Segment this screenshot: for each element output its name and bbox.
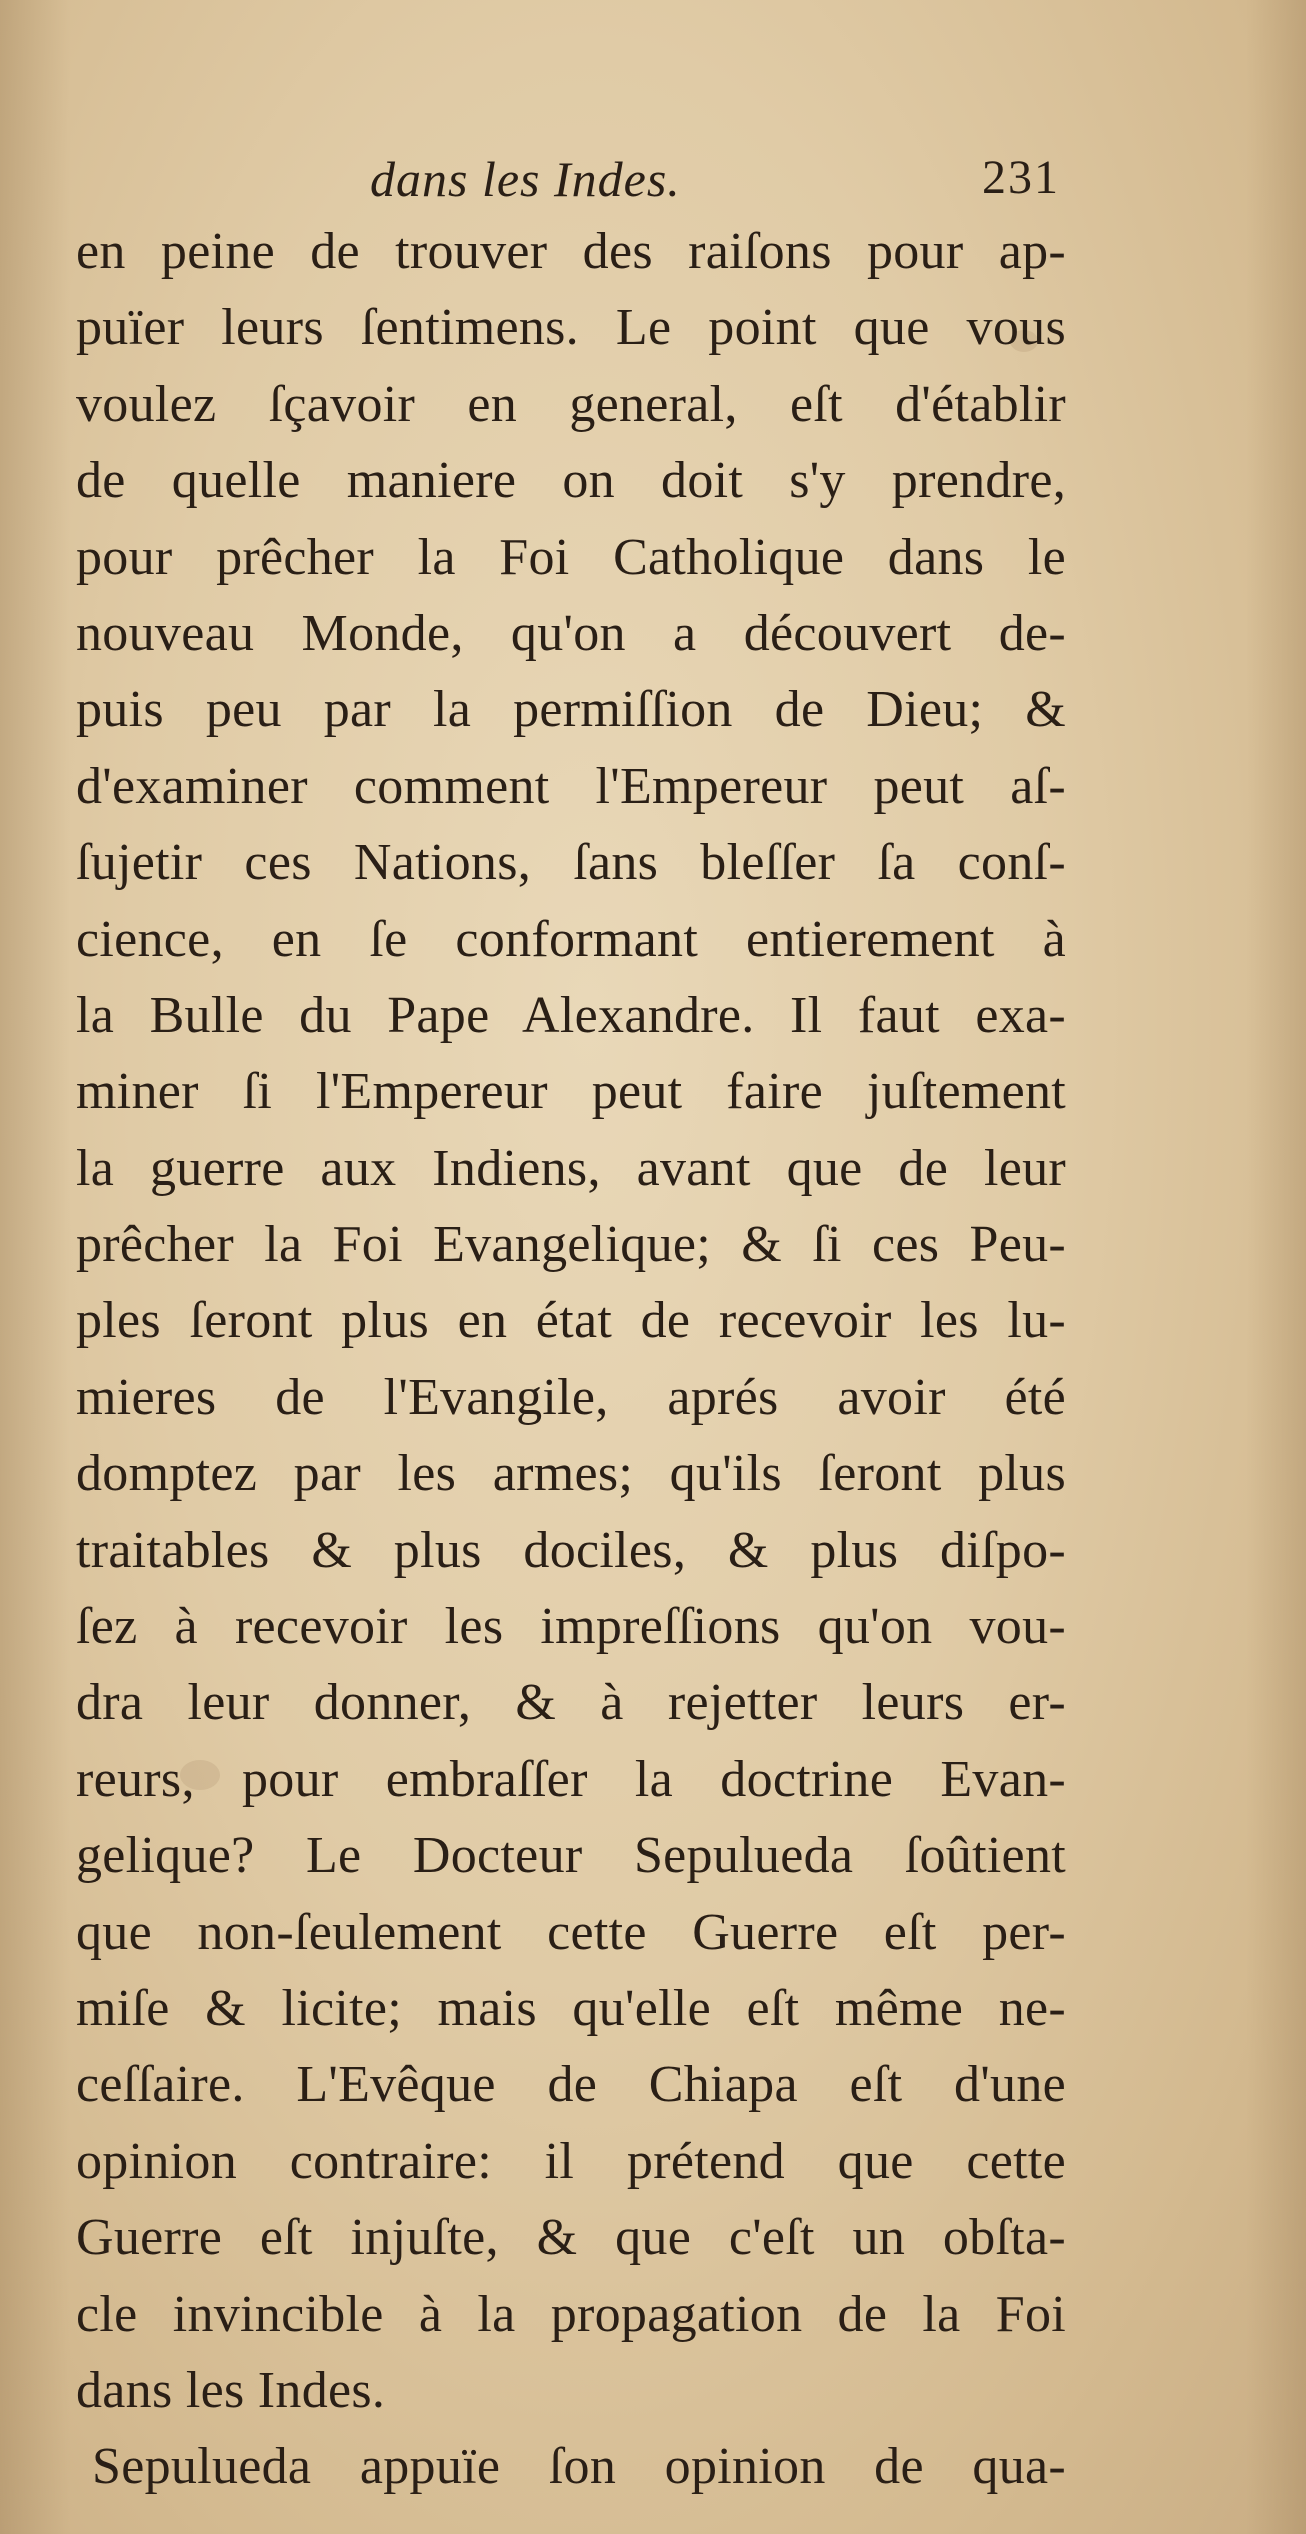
text-line: puïer leurs ſentimens. Le point que vous	[76, 299, 1066, 357]
text-line: d'examiner comment l'Empereur peut aſ-	[76, 757, 1066, 815]
text-line: miſe & licite; mais qu'elle eſt même ne-	[76, 1979, 1066, 2037]
text-line: traitables & plus dociles, & plus diſpo-	[76, 1521, 1066, 1579]
text-line: la guerre aux Indiens, avant que de leur	[76, 1139, 1066, 1197]
text-line: gelique? Le Docteur Sepulueda ſoûtient	[76, 1827, 1066, 1885]
text-line: prêcher la Foi Evangelique; & ſi ces Peu-	[76, 1216, 1066, 1274]
text-line: dans les Indes.	[76, 2361, 386, 2419]
text-line: reurs, pour embraſſer la doctrine Evan-	[76, 1750, 1066, 1808]
text-line: dra leur donner, & à rejetter leurs er-	[76, 1674, 1066, 1732]
text-line: Sepulueda appuïe ſon opinion de qua-	[92, 2438, 1066, 2496]
text-line: puis peu par la permiſſion de Dieu; &	[76, 681, 1066, 739]
text-line: miner ſi l'Empereur peut faire juſtement	[76, 1063, 1066, 1121]
text-line: que non-ſeulement cette Guerre eſt per-	[76, 1903, 1066, 1961]
text-line: cle invincible à la propagation de la Foi	[76, 2285, 1066, 2343]
text-line: pour prêcher la Foi Catholique dans le	[76, 528, 1066, 586]
text-line: cience, en ſe conformant entierement à	[76, 910, 1066, 968]
text-line: Guerre eſt injuſte, & que c'eſt un obſta-	[76, 2209, 1066, 2267]
text-line: opinion contraire: il prétend que cette	[76, 2132, 1066, 2190]
text-line: en peine de trouver des raiſons pour ap-	[76, 223, 1066, 280]
text-line: nouveau Monde, qu'on a découvert de-	[76, 604, 1066, 662]
text-line: de quelle maniere on doit s'y prendre,	[76, 452, 1066, 510]
text-line: ſez à recevoir les impreſſions qu'on vou-	[76, 1598, 1066, 1656]
running-title: dans les Indes.	[370, 151, 681, 207]
text-line: la Bulle du Pape Alexandre. Il faut exa-	[76, 986, 1066, 1044]
text-line: domptez par les armes; qu'ils ſeront plus	[76, 1445, 1066, 1503]
text-line: ſujetir ces Nations, ſans bleſſer ſa conſ-	[76, 834, 1066, 892]
text-line: ples ſeront plus en état de recevoir les lu-	[76, 1292, 1066, 1350]
text-line: ceſſaire. L'Evêque de Chiapa eſt d'une	[76, 2056, 1066, 2114]
running-head	[80, 150, 1060, 210]
page-number: 231	[982, 151, 1060, 204]
text-line: voulez ſçavoir en general, eſt d'établir	[76, 375, 1066, 433]
body-text	[76, 214, 1066, 2506]
text-line: mieres de l'Evangile, aprés avoir été	[76, 1368, 1066, 1426]
